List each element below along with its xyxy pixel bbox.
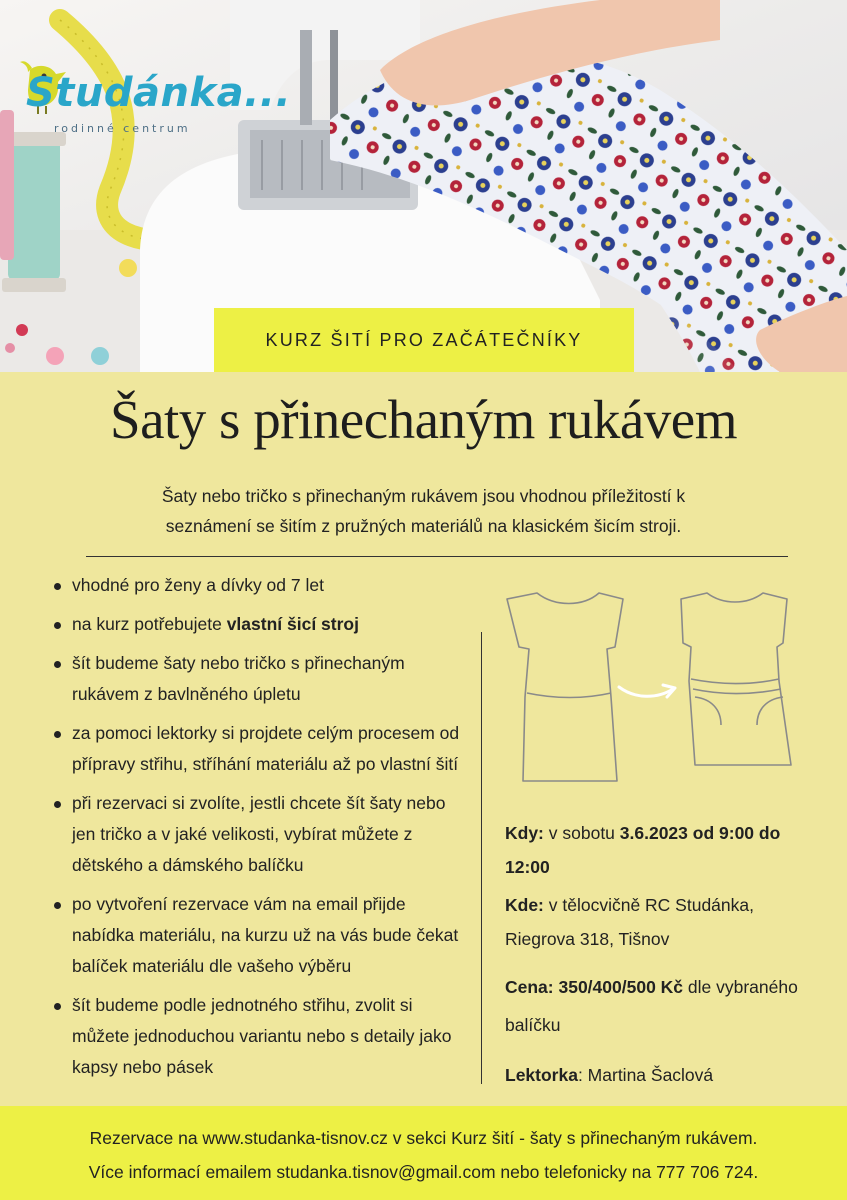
info-where (505, 888, 805, 956)
bullet-4-text: za pomoci lektorky si projdete celým procesem od přípravy střihu, stříhání materiálu až po vlastní šití (72, 723, 460, 774)
list-item (50, 889, 470, 982)
price-text: dle vybraného balíčku (505, 977, 798, 1035)
logo-subtitle: rodinné centrum (54, 122, 191, 135)
bullet-2-bold: vlastní šicí stroj (226, 614, 359, 634)
dress-with-pockets-sketch (681, 593, 791, 765)
where-label: Kde: (505, 895, 544, 915)
page-title: Šaty s přinechaným rukávem (110, 389, 737, 450)
horizontal-divider (86, 556, 788, 557)
bullet-6-text: po vytvoření rezervace vám na email přijde nabídka materiálu, na kurzu už na vás bude čekat balíček materiálu dle vašeho výběru (72, 894, 459, 976)
course-details-list (50, 570, 470, 1091)
arrow-right-icon (619, 685, 675, 697)
price-label: Cena: 350/400/500 Kč (505, 977, 684, 997)
studanka-logo (18, 60, 292, 140)
list-item (50, 648, 470, 710)
footer-contact: Více informací emailem studanka.tisnov@gmail.com nebo telefonicky na 777 706 724. (88, 1162, 759, 1182)
when-text: v sobotu (543, 823, 620, 843)
footer-reservation: Rezervace na www.studanka-tisnov.cz v sekci Kurz šití - šaty s přinechaným rukávem. (89, 1128, 758, 1148)
list-item (50, 718, 470, 780)
tshirt-dress-sketch (507, 593, 623, 781)
when-date: 3.6.2023 od 9:00 do 12:00 (505, 823, 781, 877)
list-item (50, 788, 470, 881)
lector-text: : Martina Šaclová (577, 1065, 714, 1085)
bullet-5-text: při rezervaci si zvolíte, jestli chcete šít šaty nebo jen tričko a v jaké velikosti, vybírat můžete z dětského a dámského balíčku (72, 793, 446, 875)
bullet-1-text: vhodné pro ženy a dívky od 7 let (72, 575, 324, 595)
intro-line-1: Šaty nebo tričko s přinechaným rukávem jsou vhodnou příležitostí k (161, 486, 686, 506)
list-item (50, 609, 470, 640)
bullet-7-text: šít budeme podle jednotného střihu, zvolit si můžete jednoduchou variantu nebo s detaily jako kapsy nebo pásek (72, 995, 452, 1077)
list-item (50, 990, 470, 1083)
intro-text (90, 481, 757, 541)
dress-sketch-illustration (495, 585, 820, 790)
info-lector (505, 1058, 805, 1092)
info-when (505, 816, 805, 884)
lector-label: Lektorka (505, 1065, 578, 1085)
bullet-3-text: šít budeme šaty nebo tričko s přinechaným rukávem z bavlněného úpletu (72, 653, 405, 704)
course-label-box (214, 308, 634, 372)
logo-name: Studánka... (26, 70, 292, 116)
bullet-2-text: na kurz potřebujete (72, 614, 227, 634)
footer-bar (0, 1106, 847, 1200)
where-text: v tělocvičně RC Studánka, Riegrova 318, Tišnov (505, 895, 754, 949)
info-price (505, 968, 805, 1044)
course-label: KURZ ŠITÍ PRO ZAČÁTEČNÍKY (265, 329, 583, 350)
when-label: Kdy: (505, 823, 544, 843)
list-item (50, 570, 470, 601)
vertical-divider (481, 632, 482, 1084)
intro-line-2: seznámení se šitím z pružných materiálů na klasickém šicím stroji. (165, 516, 682, 536)
